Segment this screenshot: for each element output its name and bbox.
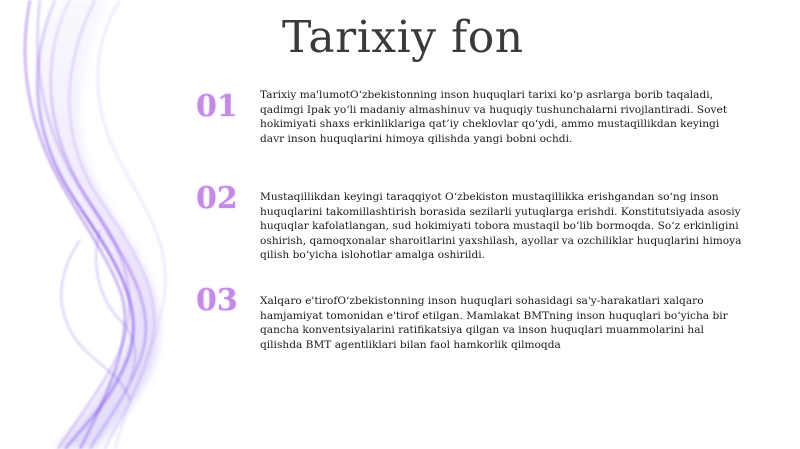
slide-title: Tarixiy fon <box>282 12 524 63</box>
decorative-ribbon-graphic <box>0 0 200 449</box>
item-text: Xalqaro e'tirofO‘zbekistonning inson huquqlari sohasidagi sa'y-harakatlari xalqaro hamjamiyat tomonidan e'tirof etilgan. Mamlakat BMTning inson huquqlari bo‘yicha bir qancha konventsiyalarini ratifikatsiya qilgan va inson huquqlari muammolarini hal qilishda BMT agentliklari bilan faol hamkorlik qilmoqda <box>260 295 728 351</box>
item-text: Mustaqillikdan keyingi taraqqiyot O‘zbekiston mustaqillikka erishgandan so‘ng inson huquqlarini takomillashtirish borasida sezilarli yutuqlarga erishdi. Konstitutsiyada asosiy huquqlar kafolatlangan, sud hokimiyati tobora mustaqil bo‘lib bormoqda. So‘z erkinligini oshirish, qamoqxonalar sharoitlarini yaxshilash, ayollar va ozchiliklar huquqlarini himoya qilish bo‘yicha islohotlar amalga oshirildi. <box>260 191 742 262</box>
item-number: 01 <box>196 89 238 124</box>
item-text: Tarixiy ma'lumotO‘zbekistonning inson huquqlari tarixi ko‘p asrlarga borib taqaladi, qadimgi Ipak yo‘li madaniy almashinuv va huquqiy tushunchalarni rivojlantiradi. Sovet hokimiyati shaxs erkinliklariga qat’iy cheklovlar qo‘ydi, ammo mustaqillikdan keyingi davr inson huquqlarini himoya qilishda yangi bobni ochdi. <box>260 89 728 145</box>
item-number: 03 <box>196 283 238 318</box>
item-number: 02 <box>196 181 238 216</box>
